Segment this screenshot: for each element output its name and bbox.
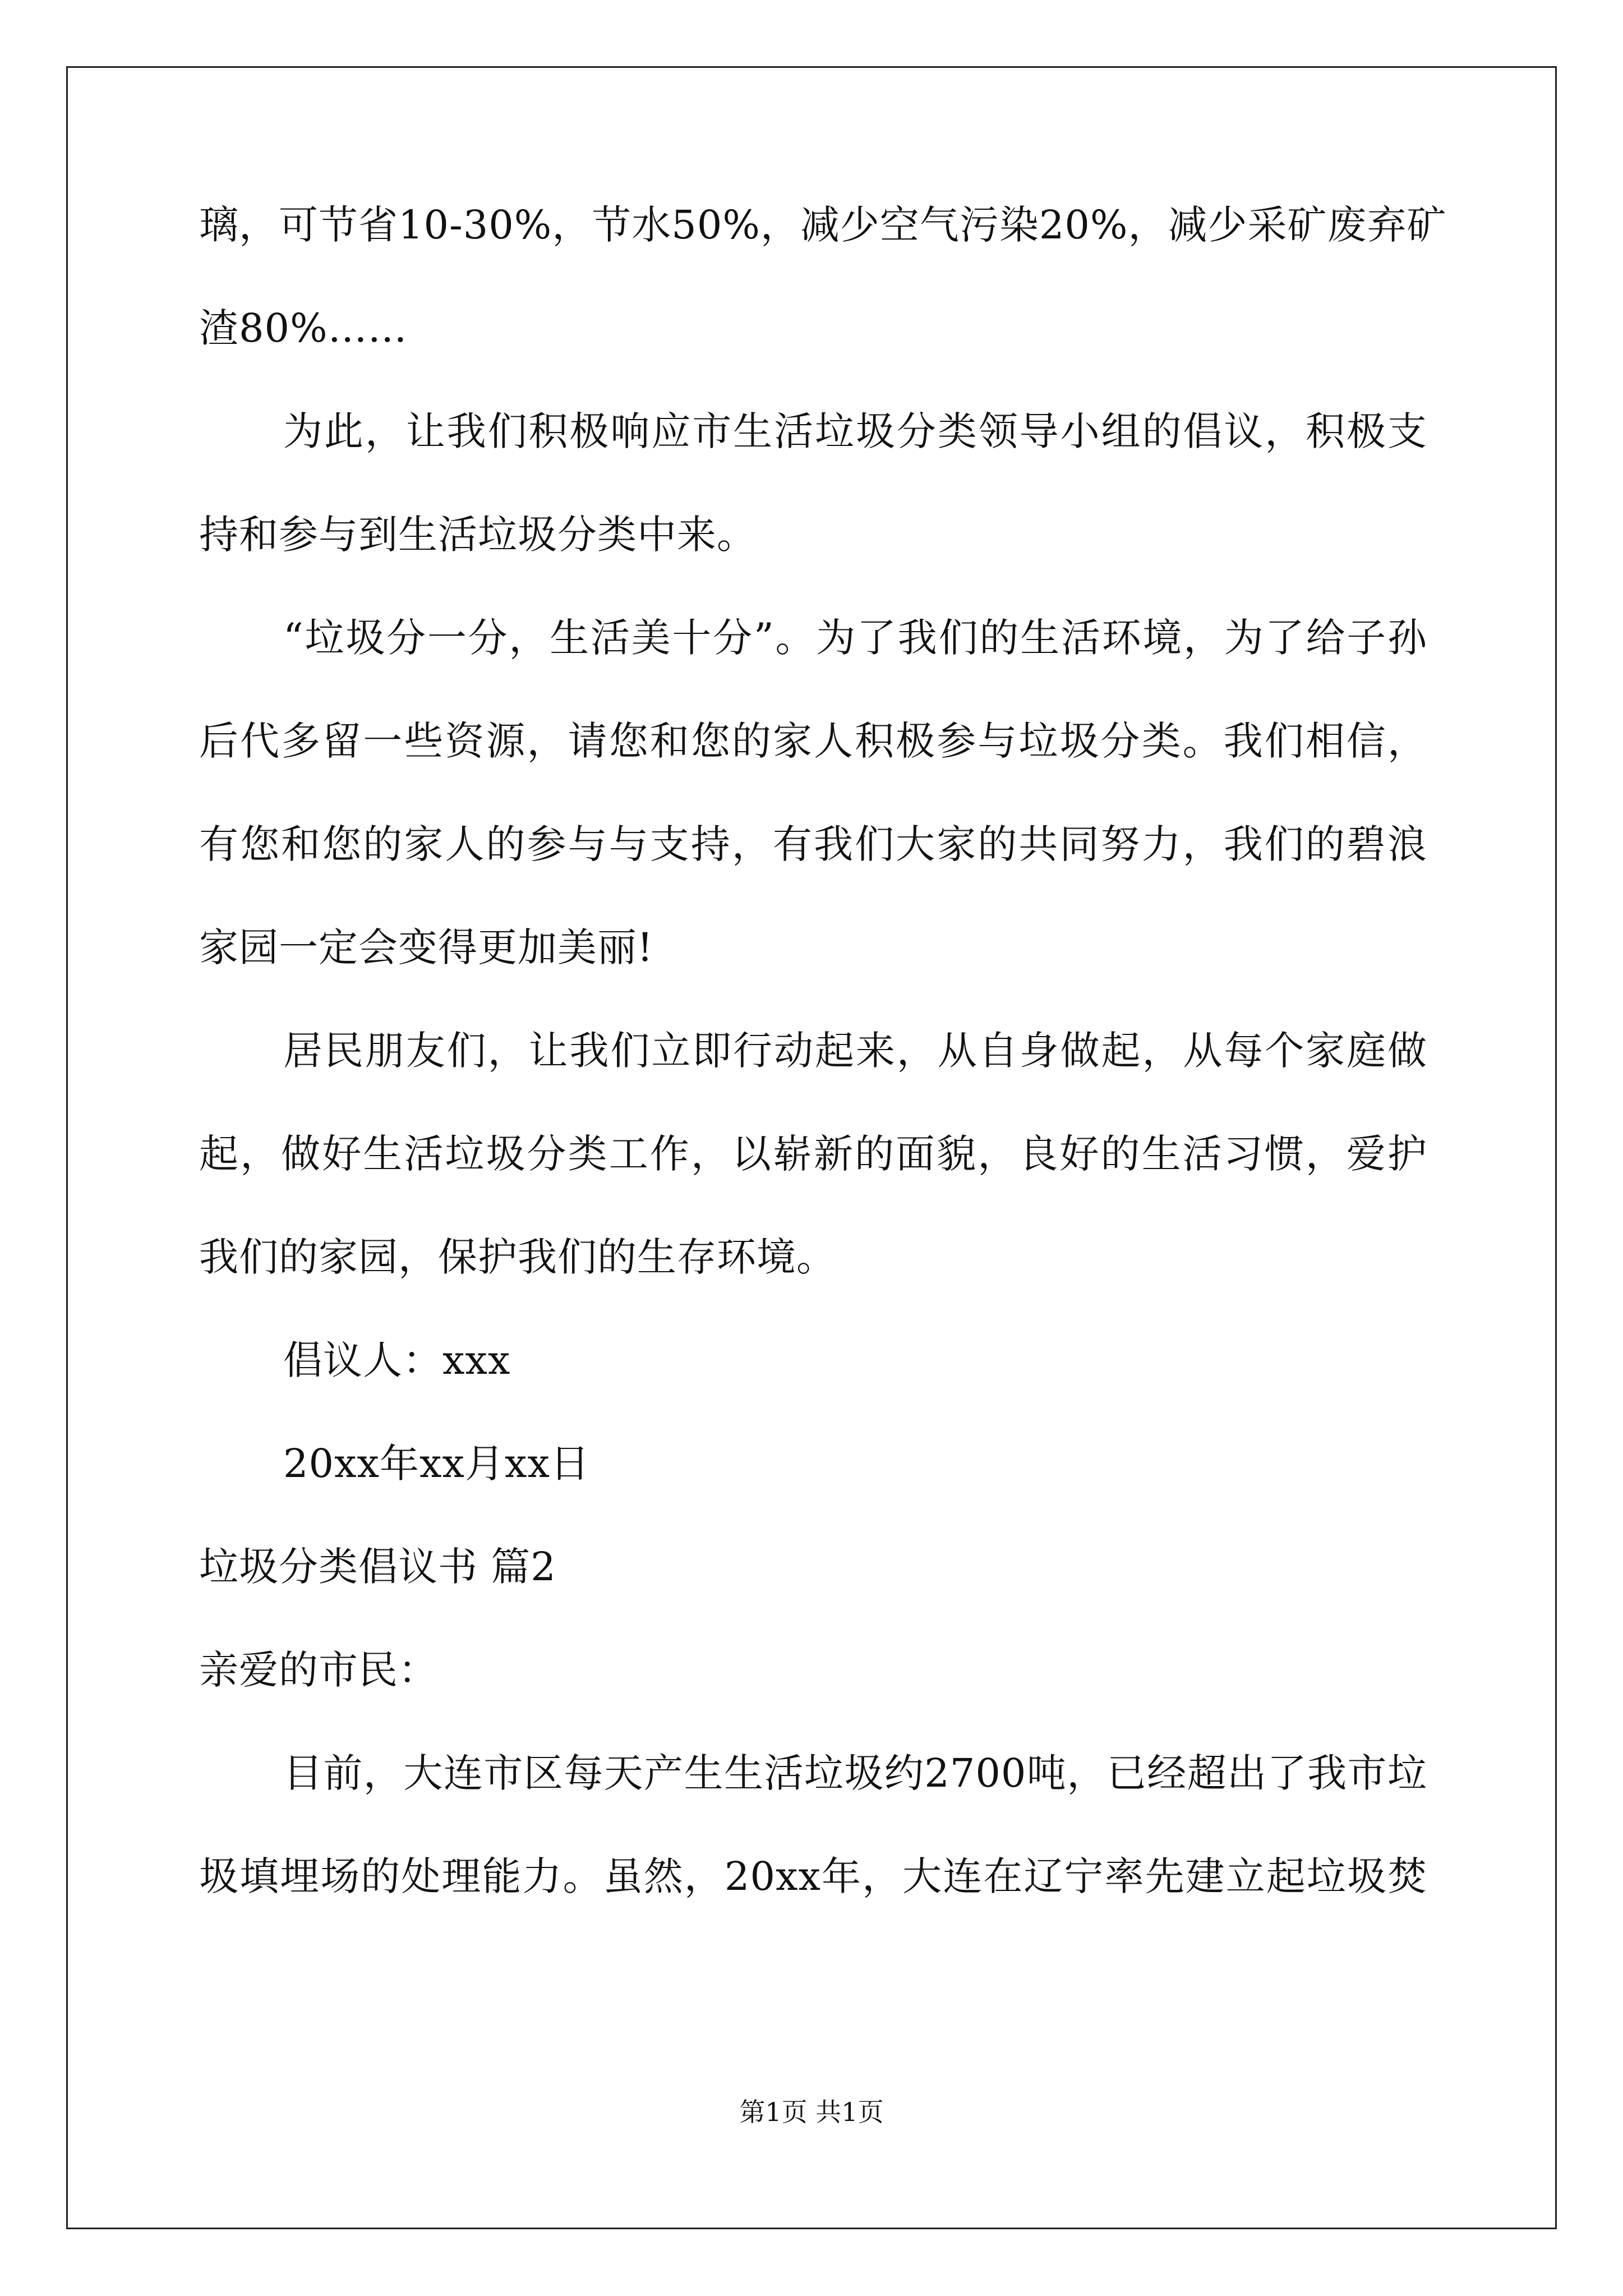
text-line: 后代多留一些资源，请您和您的家人积极参与垃圾分类。我们相信， [199,718,1427,764]
text-line: 持和参与到生活垃圾分类中来。 [199,512,757,558]
text-line: 渣80%…… [199,305,408,351]
text-line: “垃圾分一分，生活美十分”。为了我们的生活环境，为了给子孙 [283,615,1427,661]
page-number: 第1页 共1页 [739,2097,884,2127]
text-line: 居民朋友们，让我们立即行动起来，从自身做起，从每个家庭做 [283,1028,1427,1074]
date-line: 20xx年xx月xx日 [283,1441,590,1487]
text-line: 我们的家园，保护我们的生存环境。 [199,1234,836,1280]
text-line: 起，做好生活垃圾分类工作，以崭新的面貌，良好的生活习惯，爱护 [199,1131,1427,1177]
text-line: 家园一定会变得更加美丽! [199,924,654,970]
text-line: 有您和您的家人的参与与支持，有我们大家的共同努力，我们的碧浪 [199,821,1427,867]
document-body [199,199,1447,1954]
text-line: 为此，让我们积极响应市生活垃圾分类领导小组的倡议，积极支 [283,408,1427,454]
text-line: 璃，可节省10-30%，节水50%，减少空气污染20%，减少采矿废弃矿 [199,202,1447,248]
text-line: 圾填埋场的处理能力。虽然，20xx年，大连在辽宁率先建立起垃圾焚 [199,1853,1427,1899]
text-line: 目前，大连市区每天产生生活垃圾约2700吨，已经超出了我市垃 [283,1750,1427,1796]
section-heading: 垃圾分类倡议书 篇2 [199,1544,556,1590]
signature-line: 倡议人：xxx [283,1337,511,1383]
salutation: 亲爱的市民： [199,1647,438,1693]
